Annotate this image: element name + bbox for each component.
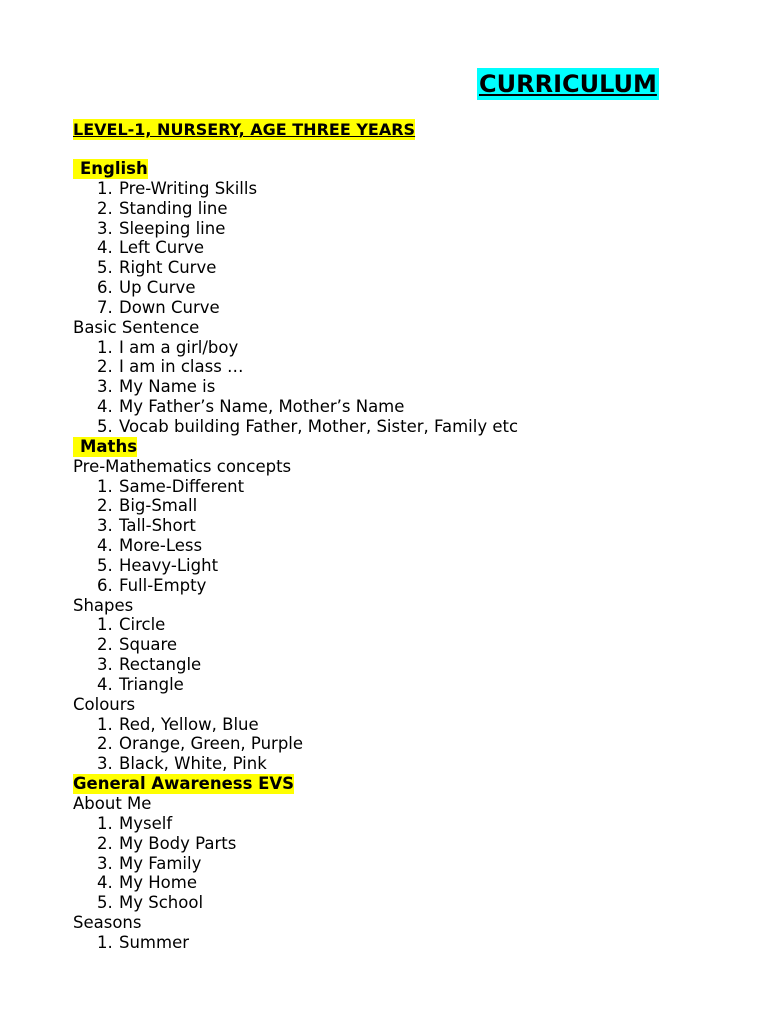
list-item: 3. Tall-Short bbox=[97, 516, 196, 536]
list-item-text: My Body Parts bbox=[119, 833, 237, 853]
list-item-text: My School bbox=[119, 893, 204, 913]
list-item: 4. My Father’s Name, Mother’s Name bbox=[97, 397, 405, 417]
list-item: 3. My Family bbox=[97, 853, 202, 873]
list-item-text: Summer bbox=[119, 932, 190, 952]
list-item: 3. Sleeping line bbox=[97, 218, 226, 238]
list-item: 1. Summer bbox=[97, 932, 190, 952]
group-heading-colours: Colours bbox=[73, 694, 136, 714]
list-item-text: Sleeping line bbox=[119, 218, 226, 238]
list-item: 1. Same-Different bbox=[97, 476, 245, 496]
list-item-text: Up Curve bbox=[119, 278, 196, 298]
group-heading-basic-sentence: Basic Sentence bbox=[73, 317, 200, 337]
document-title: CURRICULUM bbox=[479, 70, 657, 98]
list-item: 1. I am a girl/boy bbox=[97, 337, 239, 357]
list-item-text: More-Less bbox=[119, 536, 203, 556]
list-item-text: Triangle bbox=[119, 674, 184, 694]
list-item-text: Right Curve bbox=[119, 258, 217, 278]
list-item: 2. My Body Parts bbox=[97, 833, 237, 853]
list-item: 1. Pre-Writing Skills bbox=[97, 178, 258, 198]
list-item: 2. Square bbox=[97, 635, 178, 655]
list-item: 5. My School bbox=[97, 893, 204, 913]
list-item-text: Left Curve bbox=[119, 238, 204, 258]
list-item-text: Same-Different bbox=[119, 476, 245, 496]
list-item-text: Circle bbox=[119, 615, 166, 635]
subject-heading-english: English bbox=[73, 159, 148, 179]
list-item: 5. Right Curve bbox=[97, 258, 217, 278]
list-item: 4. Triangle bbox=[97, 674, 184, 694]
list-item-text: Vocab building Father, Mother, Sister, Family etc bbox=[119, 416, 519, 436]
list-item-text: My Father’s Name, Mother’s Name bbox=[119, 397, 405, 417]
list-item-text: My Family bbox=[119, 853, 202, 873]
list-item: 1. Red, Yellow, Blue bbox=[97, 714, 259, 734]
list-item: 3. My Name is bbox=[97, 377, 216, 397]
list-item: 7. Down Curve bbox=[97, 297, 220, 317]
list-item-text: Down Curve bbox=[119, 297, 220, 317]
list-item-text: Red, Yellow, Blue bbox=[119, 714, 259, 734]
subject-english-line bbox=[73, 159, 733, 179]
list-item: 1. Circle bbox=[97, 615, 166, 635]
subject-heading-maths: Maths bbox=[73, 437, 137, 457]
list-item: 6. Up Curve bbox=[97, 278, 196, 298]
list-item: 2. I am in class … bbox=[97, 357, 244, 377]
list-item: 6. Full-Empty bbox=[97, 575, 207, 595]
subject-maths-line bbox=[73, 437, 733, 457]
list-item-text: My Home bbox=[119, 873, 197, 893]
subject-heading-evs: General Awareness EVS bbox=[73, 774, 295, 794]
list-item-text: Myself bbox=[119, 813, 173, 833]
list-item: 2. Standing line bbox=[97, 198, 228, 218]
list-item-text: Full-Empty bbox=[119, 575, 207, 595]
list-item-text: Orange, Green, Purple bbox=[119, 734, 304, 754]
list-item: 2. Big-Small bbox=[97, 496, 198, 516]
list-item-text: Tall-Short bbox=[119, 516, 196, 536]
curriculum-content bbox=[73, 159, 733, 953]
list-item-text: Heavy-Light bbox=[119, 555, 219, 575]
subject-evs-line bbox=[73, 774, 733, 794]
list-item: 5. Vocab building Father, Mother, Sister, Family etc bbox=[97, 416, 519, 436]
list-item: 5. Heavy-Light bbox=[97, 555, 219, 575]
list-item-text: Black, White, Pink bbox=[119, 754, 267, 774]
list-item: 3. Rectangle bbox=[97, 655, 202, 675]
list-item: 2. Orange, Green, Purple bbox=[97, 734, 304, 754]
list-item: 4. My Home bbox=[97, 873, 197, 893]
level-heading: LEVEL-1, NURSERY, AGE THREE YEARS bbox=[73, 120, 416, 139]
list-item-text: Pre-Writing Skills bbox=[119, 178, 258, 198]
list-item-text: Rectangle bbox=[119, 655, 202, 675]
group-heading-shapes: Shapes bbox=[73, 595, 134, 615]
group-heading-pre-mathematics: Pre-Mathematics concepts bbox=[73, 456, 292, 476]
list-item-text: My Name is bbox=[119, 377, 216, 397]
list-item: 4. Left Curve bbox=[97, 238, 204, 258]
group-heading-seasons: Seasons bbox=[73, 913, 142, 933]
group-heading-about-me: About Me bbox=[73, 794, 152, 813]
list-item: 4. More-Less bbox=[97, 536, 203, 556]
list-item: 1. Myself bbox=[97, 813, 173, 833]
list-item-text: Big-Small bbox=[119, 496, 198, 516]
list-item-text: I am in class … bbox=[119, 357, 244, 377]
list-item: 3. Black, White, Pink bbox=[97, 754, 267, 774]
list-item-text: I am a girl/boy bbox=[119, 337, 239, 357]
list-item-text: Standing line bbox=[119, 198, 228, 218]
list-item-text: Square bbox=[119, 635, 178, 655]
